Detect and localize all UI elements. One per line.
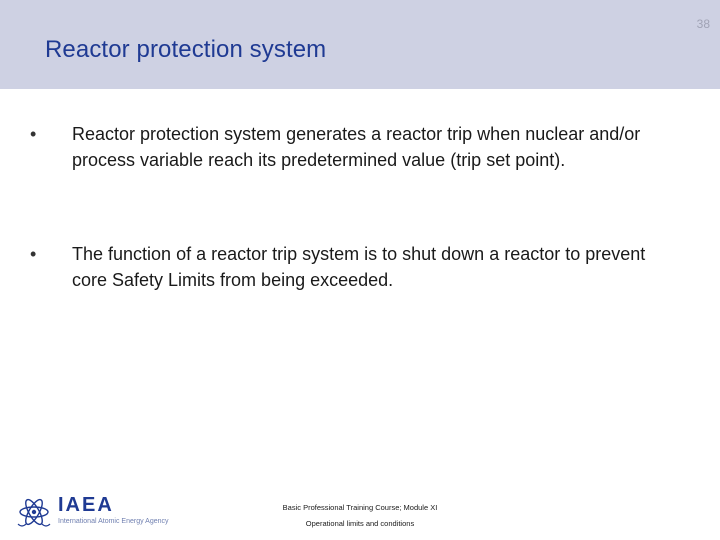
footer-course: Basic Professional Training Course; Module XI <box>282 503 438 512</box>
bullet-text: Reactor protection system generates a reactor trip when nuclear and/or process variable reach its predetermined value (trip set point). <box>72 124 641 170</box>
header-band <box>0 0 720 89</box>
logo-wordmark: IAEA <box>58 494 114 516</box>
footer-topic: Operational limits and conditions <box>305 519 415 528</box>
bullet-marker: • <box>30 124 37 144</box>
logo-subtitle: International Atomic Energy Agency <box>58 518 169 525</box>
bullet-text: The function of a reactor trip system is to shut down a reactor to prevent core Safety Limits from being exceeded. <box>72 244 646 290</box>
page-number: 38 <box>696 17 710 31</box>
slide-title: Reactor protection system <box>45 36 327 63</box>
iaea-logo <box>14 494 169 530</box>
bullet-marker: • <box>30 244 37 264</box>
iaea-emblem-icon <box>14 494 54 530</box>
